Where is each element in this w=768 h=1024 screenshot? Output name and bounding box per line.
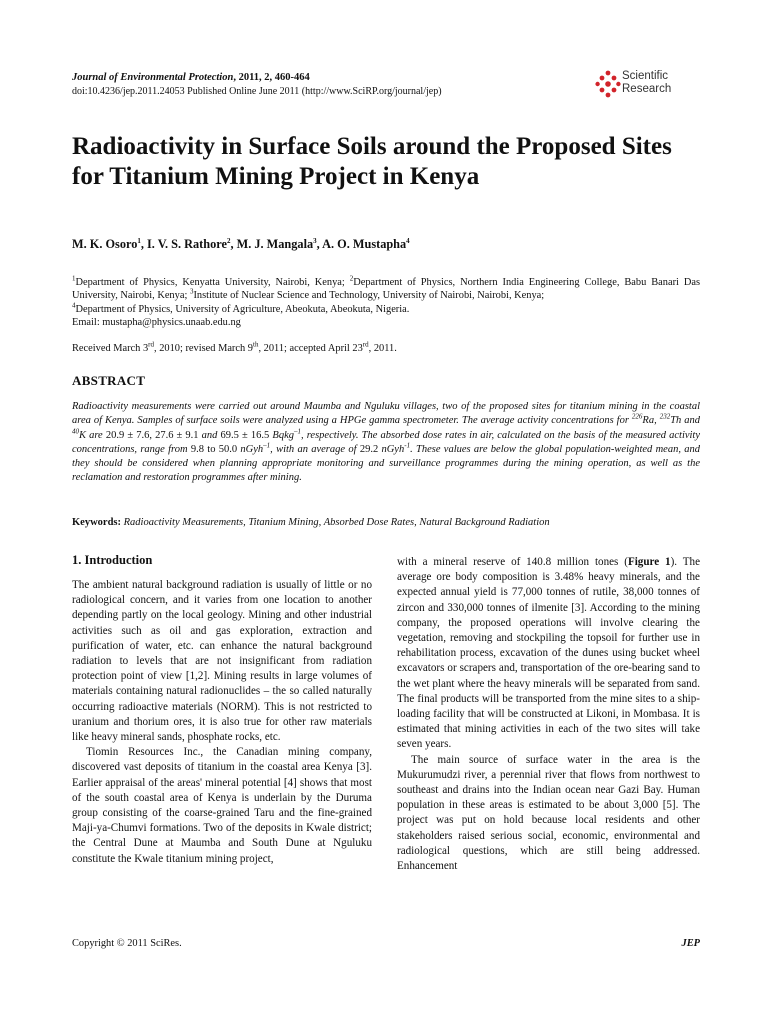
activity-values-k: 69.5 ± 16.5 [220, 429, 270, 441]
abstract-text-4: . These values are below the global population-weighted mean, and they should be considered when planning appropriate monitoring and surveillance programmes during the mining operation, as well as the reclamation and restoration programmes after mining. [72, 443, 701, 484]
activity-values: 20.9 ± 7.6, 27.6 ± 9.1 [105, 429, 199, 441]
intro-paragraph-2: Tiomin Resources Inc., the Canadian mining company, discovered vast deposits of titanium in the coastal area Kenya [3]. Earlier appraisal of the areas' mineral potential [4] shows that most of the south coastal area of Kenya is underlain by the Duruma group consisting of the coarse-grained Taru and the fine-grained Maji-ya-Chumvi formations. Two of the deposits in Kwale district; the Central Dune at Maumba and South Dune at Nguluku constitute the Kwale titanium mining project, [72, 746, 372, 865]
scientific-research-logo [595, 70, 705, 102]
figure-1-link[interactable]: Figure 1 [627, 556, 671, 568]
revised-text: , 2010; revised March 9 [154, 343, 253, 354]
journal-name: Journal of Environmental Protection [72, 72, 234, 83]
affil-sup: 1 [72, 274, 76, 283]
affil-sup: 2 [349, 274, 354, 283]
intro-paragraph-1: The ambient natural background radiation is usually of little or no radiological concern, and it varies from one location to another depending partly on the local geology. Mining and other industrial activities such as oil and gas exploration, extraction and purification of water, etc. can enhance the natural background radiation to levels that are not insignificant from radiation protection point of view [1,2]. Mining results in large volumes of materials containing natural radionuclides – the so called naturally occurring radioactive materials (NORM). This is not restricted to uranium and thorium ores, it is also true for other raw materials like heavy mineral sands, phosphate rocks, etc. [72, 579, 372, 744]
journal-header [72, 71, 592, 99]
ordinal-sup: th [253, 340, 259, 349]
right-column [397, 555, 700, 874]
keywords-colon: : [117, 517, 124, 528]
author-list: M. K. Osoro$^1$, I. V. S. Rathore$^2$, M. J. Mangala$^3$, A. O. Mustapha$^4$ [72, 236, 410, 251]
received-text: Received March 3 [72, 343, 149, 354]
isotope-mass-sup: 40 [72, 427, 79, 436]
keywords-label: Keywords [72, 517, 118, 528]
received-dates [72, 340, 700, 354]
logo-text [622, 70, 671, 96]
ordinal-sup: rd [362, 340, 369, 349]
author-affil-sup: 1 [137, 236, 141, 245]
abstract-heading: ABSTRACT [72, 373, 146, 388]
keywords [72, 517, 700, 528]
author-name: I. V. S. Rathore [147, 237, 227, 251]
activity-unit: Bqkg [269, 429, 294, 441]
ordinal-sup: rd [148, 340, 155, 349]
author-affil-sup: 2 [226, 236, 231, 245]
accepted-text: , 2011; accepted April 23 [258, 343, 363, 354]
author-name: M. K. Osoro [72, 237, 138, 251]
isotope-mass-sup: 226 [631, 412, 643, 421]
section-heading-introduction: 1. Introduction [72, 553, 153, 567]
isotope-ra: Ra, [642, 415, 660, 427]
intro-paragraph-3a: with a mineral reserve of 140.8 million tones ( [397, 556, 628, 568]
paper-title: Radioactivity in Surface Soils around the Proposed Sites for Titanium Mining Project in Kenya [72, 133, 672, 190]
affil-sup: 3 [189, 287, 194, 296]
copyright: Copyright © 2011 SciRes. [72, 938, 182, 949]
dose-unit: nGyh [378, 443, 405, 455]
unit-exponent-sup: –1 [293, 427, 301, 436]
author-affil-sup: 4 [406, 236, 410, 245]
logo-line2: Research [622, 83, 672, 95]
intro-paragraph-4: The main source of surface water in the area is the Mukurumudzi river, a perennial river that flows from northwest to southeast and drains into the Indian ocean near Gazi Bay. Human population in these areas is estimated to be about 3,000 [5]. The project was put on hold because local residents and other stakeholders raised serious social, economic, environmental and radiological questions, which are still being addressed. Enhancement [397, 753, 700, 873]
affiliation-4: Department of Physics, University of Agriculture, Abeokuta, Abeokuta, Nigeria. [75, 303, 410, 315]
abstract-body [72, 400, 700, 486]
isotope-k: K are [79, 429, 106, 441]
affil-sup: 4 [72, 301, 76, 310]
intro-paragraph-3 [397, 555, 700, 753]
keywords-values: Radioactivity Measurements, Titanium Mining, Absorbed Dose Rates, Natural Background Radiation [123, 517, 550, 528]
affiliation-1: Department of Physics, Kenyatta University, Nairobi, Kenya; [75, 277, 350, 288]
affiliation-3: Institute of Nuclear Science and Technology, University of Nairobi, Nairobi, Kenya; [193, 290, 545, 302]
author-name: A. O. Mustapha [322, 237, 407, 251]
logo-dots-icon [595, 70, 621, 98]
doi-line: doi:10.4236/jep.2011.24053 Published Online June 2011 (http://www.SciRP.org/journal/jep) [72, 86, 442, 97]
accepted-year: , 2011. [368, 343, 397, 354]
abstract-text-3: , with an average of [270, 443, 360, 455]
abstract-text-1: Radioactivity measurements were carried out around Maumba and Nguluku villages, two of the proposed sites for titanium mining in the coastal area of Kenya. Samples of surface soils were analyzed using a HPGe gamma spectrometer. The average activity concentrations for [72, 401, 700, 427]
dose-unit: nGyh [237, 443, 264, 455]
author-email: Email: mustapha@physics.unaab.edu.ng [72, 316, 241, 328]
journal-details: , 2011, 2, 460-464 [233, 72, 310, 83]
author-name: M. J. Mangala [236, 237, 314, 251]
unit-exponent-sup: –1 [263, 441, 271, 450]
isotope-mass-sup: 232 [659, 412, 671, 421]
intro-paragraph-3b: ). The average ore body composition is 3.48% heavy minerals, and the expected annual yield is 77,000 tonnes of rutile, 38,000 tonnes of zircon and 330,000 tonnes of ilmenite [3]. According to the mining company, the proposed operations will involve clearing the vegetation, removing and stockpiling the topsoil for further use in rehabilitation process, excavation of the dunes using bucket wheel excavators or scrapers and, transportation of the ore-bearing sand to the wet plant where the heavy minerals will be separated from sand. The final products will be transported from the mine sites to a ship-loading facility that will be constructed at Likoni, in Mombasa. It is estimated that mining activities in each of the two sites will take seven years. [397, 556, 701, 751]
dose-range: 9.8 to 50.0 [190, 443, 238, 455]
journal-abbreviation: JEP [681, 938, 700, 949]
affiliation-2: Department of Physics, Northern India Engineering College, Babu Banari Das University, Nairobi, Kenya; [72, 277, 701, 302]
abstract-text-2: , respectively. The absorbed dose rates in air, calculated on the basis of the measured activity concentrations, range from [72, 429, 701, 455]
logo-line1: Scientific [622, 70, 669, 82]
affiliations [72, 276, 700, 329]
left-column [72, 578, 372, 867]
unit-exponent-sup: -1 [404, 441, 411, 450]
dose-average: 29.2 [359, 443, 379, 455]
abstract-and: and [198, 429, 221, 441]
author-affil-sup: 3 [313, 236, 317, 245]
isotope-th: Th and [670, 415, 701, 427]
